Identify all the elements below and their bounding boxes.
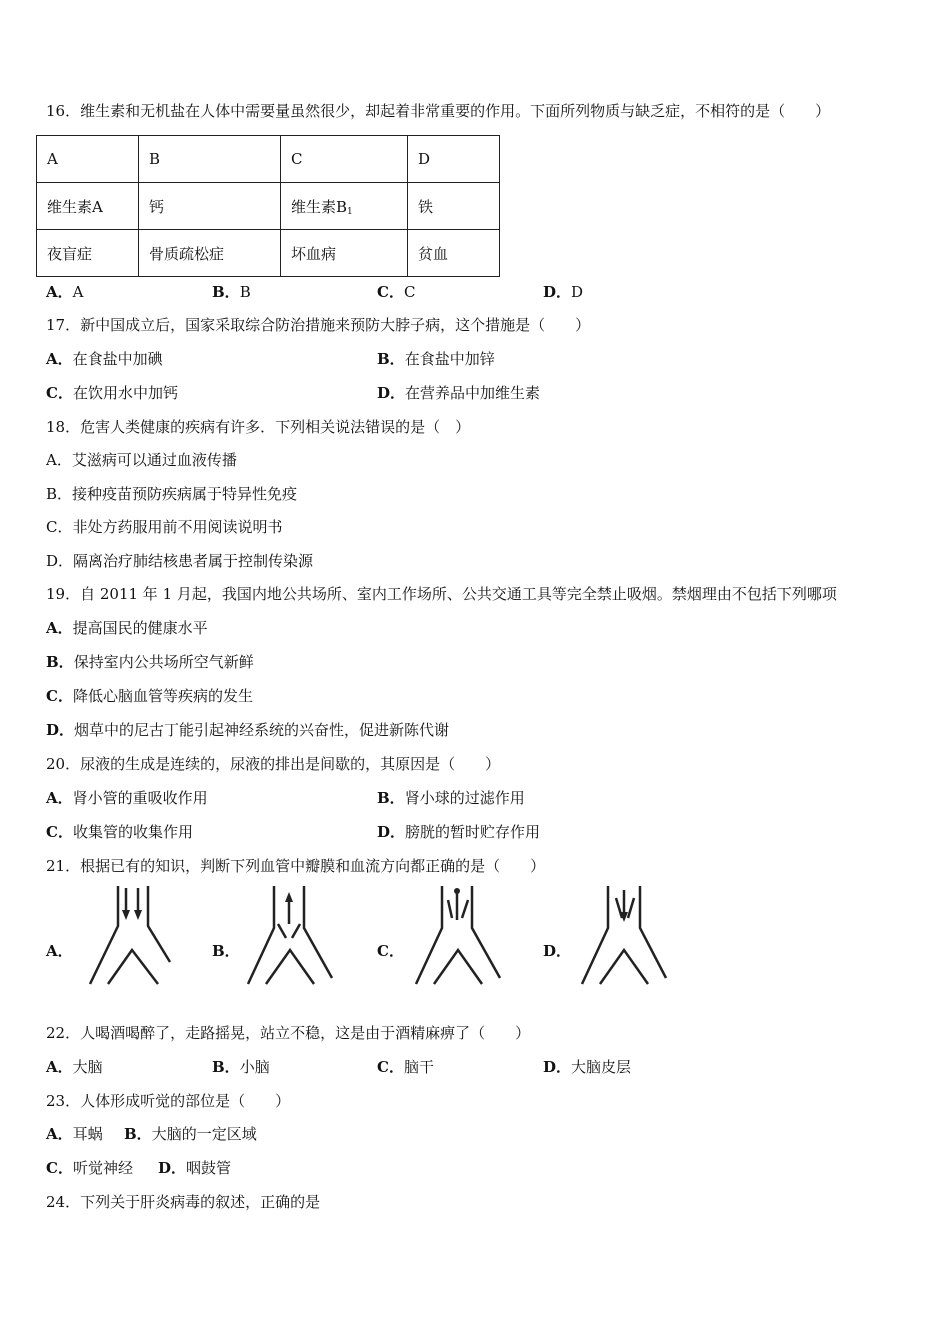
q20-stem: 20．尿液的生成是连续的，尿液的排出是间歇的，其原因是（ ） — [46, 755, 501, 773]
q17-option-a[interactable] — [46, 349, 163, 369]
q19-option-c[interactable] — [46, 686, 253, 706]
option-text: B — [239, 283, 251, 301]
option-text: 艾滋病可以通过血液传播 — [71, 451, 237, 469]
q23-option-c[interactable] — [46, 1158, 133, 1178]
option-label: B． — [46, 653, 74, 671]
q22-option-a[interactable] — [46, 1057, 103, 1077]
option-text: 提高国民的健康水平 — [72, 619, 208, 637]
option-label: A． — [46, 451, 72, 469]
option-label: D． — [377, 823, 406, 841]
option-text: 脑干 — [403, 1058, 434, 1076]
vessel-diagram-a[interactable] — [86, 884, 172, 988]
table-row — [37, 183, 500, 230]
table-cell: D — [408, 136, 500, 183]
option-text: 咽鼓管 — [186, 1159, 232, 1177]
q18-option-d[interactable] — [46, 551, 313, 571]
q17-option-b[interactable] — [377, 349, 495, 369]
q22-option-c[interactable] — [377, 1057, 434, 1077]
option-label: C． — [46, 1159, 73, 1177]
vitamin-b-text: 维生素B — [291, 197, 348, 216]
option-label: D． — [158, 1159, 187, 1177]
option-text: 接种疫苗预防疾病属于特异性免疫 — [72, 485, 298, 503]
q17-option-c[interactable] — [46, 383, 178, 403]
vessel-diagram-b[interactable] — [244, 884, 336, 988]
q21-option-b-label[interactable]: B． — [212, 942, 240, 960]
table-cell: 夜盲症 — [37, 230, 139, 277]
table-row — [37, 230, 500, 277]
q20-option-a[interactable] — [46, 788, 208, 808]
table-cell: C — [281, 136, 408, 183]
q23-option-b[interactable] — [124, 1124, 257, 1144]
q21-option-d-label[interactable]: D． — [543, 942, 572, 960]
option-text: 在营养品中加维生素 — [405, 384, 541, 402]
option-text: 在食盐中加碘 — [72, 350, 163, 368]
q23-option-a[interactable] — [46, 1124, 103, 1144]
option-text: 烟草中的尼古丁能引起神经系统的兴奋性，促进新陈代谢 — [74, 721, 450, 739]
option-text: 听觉神经 — [72, 1159, 133, 1177]
q20-option-c[interactable] — [46, 822, 193, 842]
option-text: 肾小球的过滤作用 — [404, 789, 525, 807]
q23-stem: 23．人体形成听觉的部位是（ ） — [46, 1092, 291, 1110]
vessel-diagram-c[interactable] — [412, 884, 504, 988]
table-cell: 钙 — [139, 183, 281, 230]
q16-option-d[interactable] — [543, 282, 583, 302]
option-text: 在食盐中加锌 — [404, 350, 495, 368]
vessel-diagram-d[interactable] — [578, 884, 670, 988]
option-label: B． — [212, 283, 240, 301]
q23-option-d[interactable] — [158, 1158, 231, 1178]
option-label: D． — [46, 552, 74, 570]
table-cell — [281, 183, 408, 230]
option-text: 在饮用水中加钙 — [72, 384, 178, 402]
option-text: 收集管的收集作用 — [72, 823, 193, 841]
option-label: B． — [377, 789, 405, 807]
option-label: C． — [46, 518, 73, 536]
subscript: 1 — [347, 206, 353, 217]
table-cell: 骨质疏松症 — [139, 230, 281, 277]
option-text: 保持室内公共场所空气新鲜 — [73, 653, 254, 671]
q18-option-c[interactable] — [46, 517, 283, 537]
option-label: A． — [46, 350, 73, 368]
q16-stem: 16．维生素和无机盐在人体中需要量虽然很少，却起着非常重要的作用。下面所列物质与缺乏症，不相符的是（ ） — [46, 102, 831, 120]
q19-option-d[interactable] — [46, 720, 449, 740]
option-label: B． — [124, 1125, 152, 1143]
q19-option-b[interactable] — [46, 652, 254, 672]
option-label: D． — [543, 1058, 572, 1076]
q18-stem: 18．危害人类健康的疾病有许多．下列相关说法错误的是（ ） — [46, 418, 471, 436]
q16-option-a[interactable] — [46, 282, 83, 302]
option-label: C． — [46, 823, 73, 841]
option-text: 大脑皮层 — [571, 1058, 632, 1076]
option-text: 膀胱的暂时贮存作用 — [405, 823, 541, 841]
option-label: C． — [46, 687, 73, 705]
option-label: C． — [377, 1058, 404, 1076]
table-cell: 贫血 — [408, 230, 500, 277]
option-label: B． — [377, 350, 405, 368]
table-row — [37, 136, 500, 183]
option-label: C． — [377, 283, 404, 301]
q22-stem: 22．人喝酒喝醉了，走路摇晃，站立不稳，这是由于酒精麻痹了（ ） — [46, 1024, 531, 1042]
option-text: 非处方药服用前不用阅读说明书 — [72, 518, 283, 536]
option-text: 耳蜗 — [72, 1125, 103, 1143]
table-cell: 坏血病 — [281, 230, 408, 277]
q17-stem: 17．新中国成立后，国家采取综合防治措施来预防大脖子病，这个措施是（ ） — [46, 316, 591, 334]
table-cell: 维生素A — [37, 183, 139, 230]
option-label: A． — [46, 789, 73, 807]
q17-option-d[interactable] — [377, 383, 540, 403]
option-text: C — [403, 283, 416, 301]
q21-stem: 21．根据已有的知识，判断下列血管中瓣膜和血流方向都正确的是（ ） — [46, 857, 546, 875]
option-text: A — [72, 283, 84, 301]
q18-option-b[interactable] — [46, 484, 297, 504]
option-text: 降低心脑血管等疾病的发生 — [72, 687, 253, 705]
q22-option-d[interactable] — [543, 1057, 631, 1077]
option-text: 肾小管的重吸收作用 — [72, 789, 208, 807]
option-text: 小脑 — [239, 1058, 270, 1076]
option-label: B． — [212, 1058, 240, 1076]
table-cell: B — [139, 136, 281, 183]
q16-table — [36, 135, 500, 277]
option-text: 大脑的一定区域 — [151, 1125, 257, 1143]
q22-option-b[interactable] — [212, 1057, 270, 1077]
q19-stem: 19．自 2011 年 1 月起，我国内地公共场所、室内工作场所、公共交通工具等完全禁止吸烟。禁烟理由不包括下列哪项 — [46, 585, 837, 603]
q18-option-a[interactable] — [46, 450, 237, 470]
option-label: D． — [377, 384, 406, 402]
q20-option-b[interactable] — [377, 788, 525, 808]
option-label: A． — [46, 1058, 73, 1076]
option-label: A． — [46, 1125, 73, 1143]
q16-option-b[interactable] — [212, 282, 251, 302]
option-label: D． — [46, 721, 75, 739]
q19-option-a[interactable] — [46, 618, 208, 638]
option-label: B． — [46, 485, 73, 503]
option-text: D — [571, 283, 584, 301]
q21-option-c-label[interactable]: C． — [377, 942, 404, 960]
q20-option-d[interactable] — [377, 822, 540, 842]
option-text: 隔离治疗肺结核患者属于控制传染源 — [73, 552, 314, 570]
option-label: A． — [46, 283, 73, 301]
option-label: C． — [46, 384, 73, 402]
table-cell: A — [37, 136, 139, 183]
q16-option-c[interactable] — [377, 282, 415, 302]
q21-option-a-label[interactable]: A． — [46, 942, 73, 960]
option-text: 大脑 — [72, 1058, 103, 1076]
table-cell: 铁 — [408, 183, 500, 230]
option-label: A． — [46, 619, 73, 637]
option-label: D． — [543, 283, 572, 301]
q24-stem: 24．下列关于肝炎病毒的叙述，正确的是 — [46, 1193, 321, 1211]
